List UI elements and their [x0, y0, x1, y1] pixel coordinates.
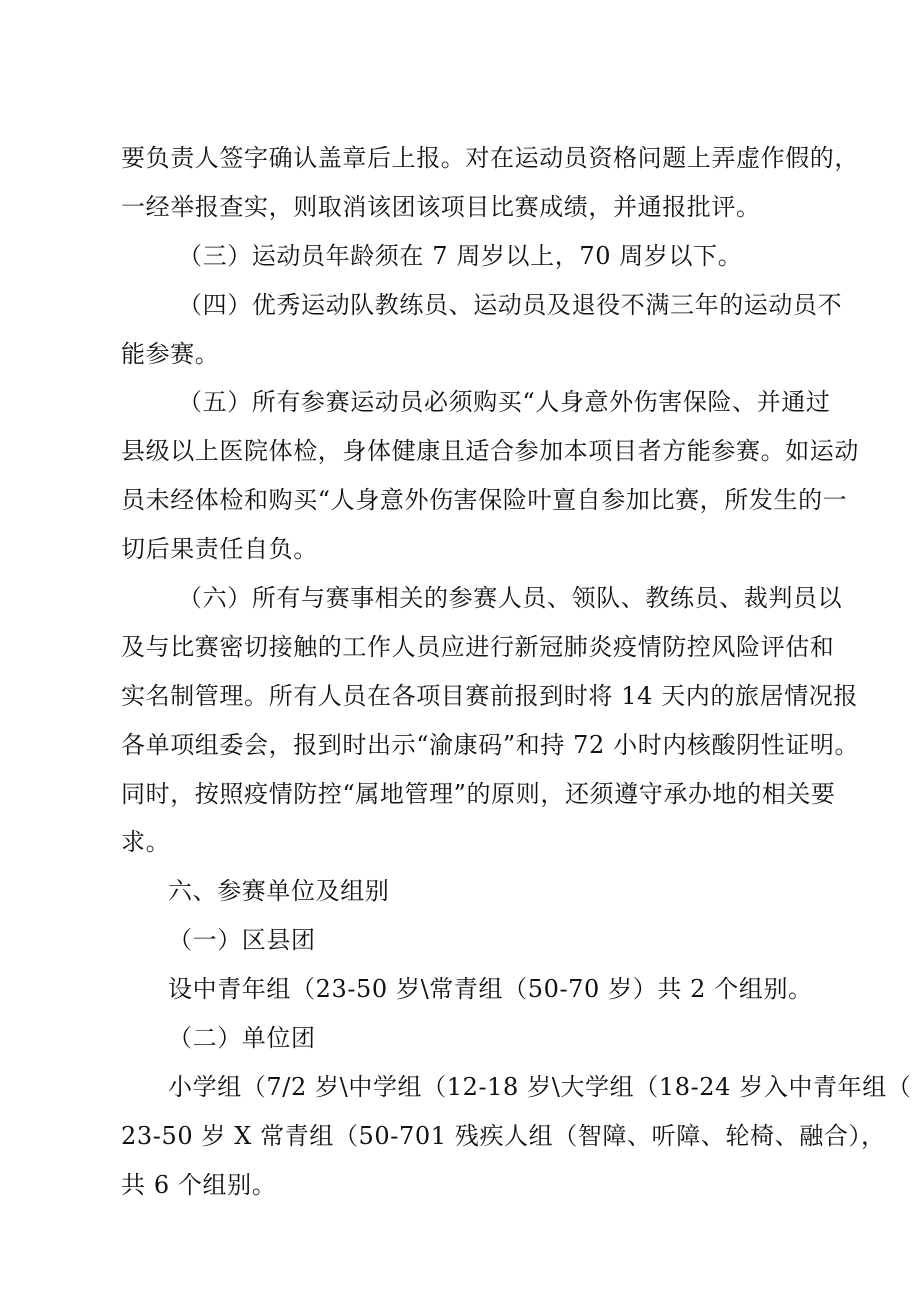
paragraph-line: （四）优秀运动队教练员、运动员及退役不满三年的运动员不 — [178, 291, 843, 319]
paragraph-line: 23-50 岁 X 常青组（50-701 残疾人组（智障、听障、轮椅、融合）， — [121, 1122, 886, 1150]
subsection-heading: （二）单位团 — [168, 1024, 316, 1052]
paragraph-line: 各单项组委会，报到时出示“渝康码”和持 72 小时内核酸阴性证明。 — [121, 731, 860, 759]
paragraph-line: 共 6 个组别。 — [121, 1171, 277, 1199]
paragraph-line: 求。 — [121, 828, 171, 856]
paragraph-line: 小学组（7/2 岁\中学组（12-18 岁\大学组（18-24 岁入中青年组（ — [168, 1073, 912, 1101]
paragraph-line: 设中青年组（23-50 岁\常青组（50-70 岁）共 2 个组别。 — [168, 975, 813, 1003]
paragraph-line: 实名制管理。所有人员在各项目赛前报到时将 14 天内的旅居情况报 — [121, 682, 858, 710]
paragraph-line: 要负责人签字确认盖章后上报。对在运动员资格问题上弄虚作假的， — [121, 144, 859, 172]
paragraph-line: 及与比赛密切接触的工作人员应进行新冠肺炎疫情防控风险评估和 — [121, 633, 835, 661]
paragraph-line: 能参赛。 — [121, 340, 220, 368]
section-heading: 六、参赛单位及组别 — [168, 877, 390, 905]
subsection-heading: （一）区县团 — [168, 926, 316, 954]
paragraph-line: 县级以上医院体检，身体健康且适合参加本项目者方能参赛。如运动 — [121, 437, 859, 465]
paragraph-line: 切后果责任自负。 — [121, 535, 318, 563]
paragraph-line: 一经举报查实，则取消该团该项目比赛成绩，并通报批评。 — [121, 193, 761, 221]
paragraph-line: 同时，按照疫情防控“属地管理”的原则，还须遵守承办地的相关要 — [121, 780, 836, 808]
paragraph-line: （六）所有与赛事相关的参赛人员、领队、教练员、裁判员以 — [178, 584, 843, 612]
paragraph-line: （三）运动员年龄须在 7 周岁以上，70 周岁以下。 — [178, 242, 743, 270]
paragraph-line: （五）所有参赛运动员必须购买“人身意外伤害保险、并通过 — [178, 388, 831, 416]
paragraph-line: 员未经体检和购买“人身意外伤害保险叶亶自参加比赛，所发生的一 — [121, 486, 848, 514]
